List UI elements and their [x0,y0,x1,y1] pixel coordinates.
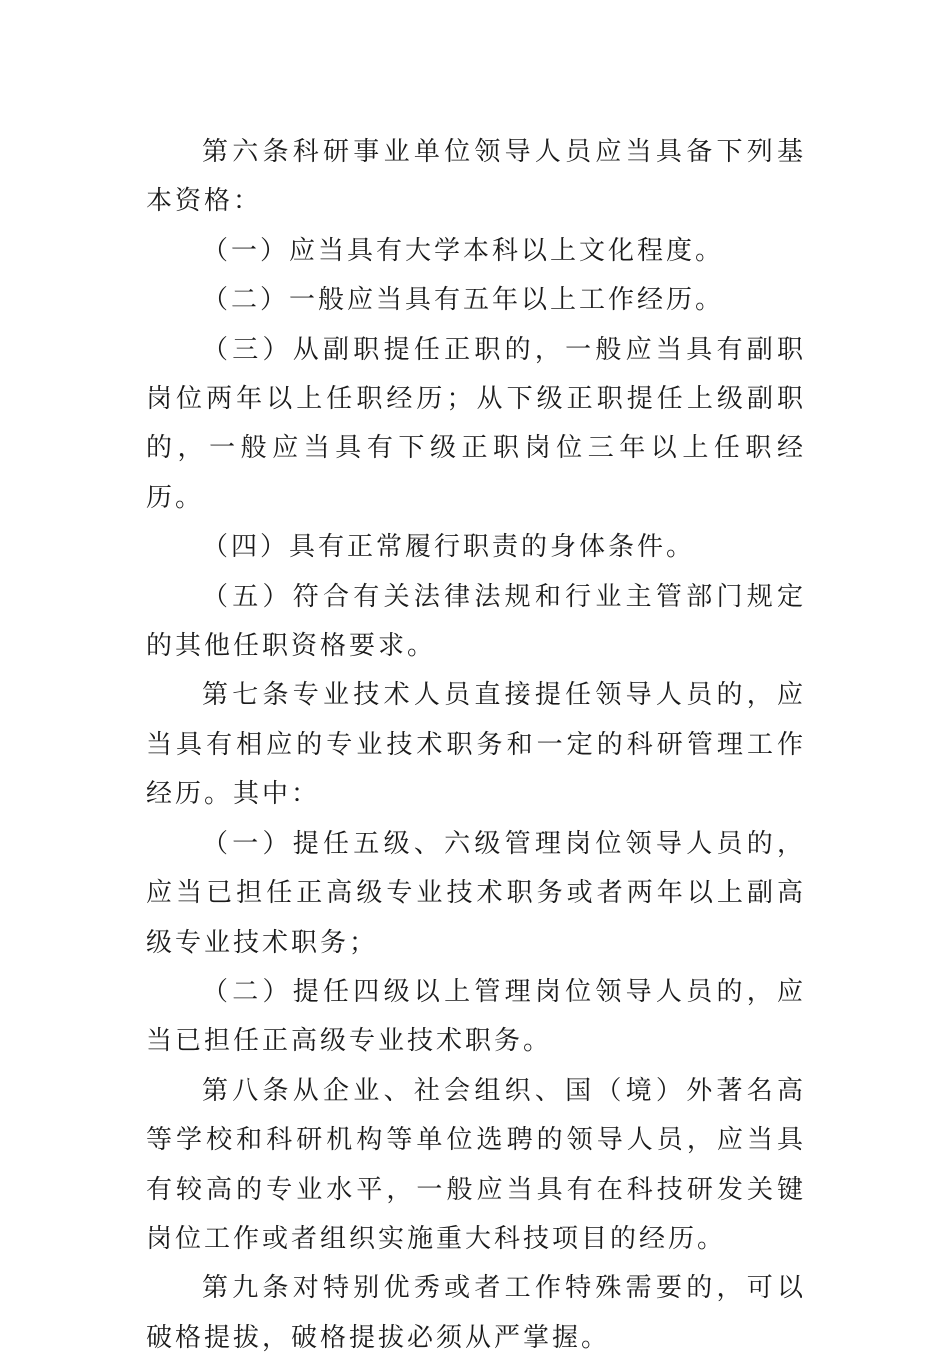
article-6-item-1: （一）应当具有大学本科以上文化程度。 [202,235,725,266]
document-body [146,128,806,1363]
article-6-item-4: （四）具有正常履行职责的身体条件。 [202,532,696,563]
article-6-intro: 第六条科研事业单位领导人员应当具备下列基本资格： [146,137,806,217]
article-6-item-3: （三）从副职提任正职的，一般应当具有副职岗位两年以上任职经历；从下级正职提任上级副职的，一般应当具有下级正职岗位三年以上任职经历。 [146,334,806,513]
article-7-item-1: （一）提任五级、六级管理岗位领导人员的，应当已担任正高级专业技术职务或者两年以上副高级专业技术职务； [146,828,806,958]
article-6-item-2: （二）一般应当具有五年以上工作经历。 [202,285,725,316]
article-9: 第九条对特别优秀或者工作特殊需要的，可以破格提拔，破格提拔必须从严掌握。 [146,1273,806,1353]
article-7-intro: 第七条专业技术人员直接提任领导人员的，应当具有相应的专业技术职务和一定的科研管理工作经历。其中： [146,680,806,810]
article-7-item-2: （二）提任四级以上管理岗位领导人员的，应当已担任正高级专业技术职务。 [146,976,806,1057]
article-8: 第八条从企业、社会组织、国（境）外著名高等学校和科研机构等单位选聘的领导人员，应当具有较高的专业水平，一般应当具有在科技研发关键岗位工作或者组织实施重大科技项目的经历。 [146,1075,806,1254]
article-6-item-5: （五）符合有关法律法规和行业主管部门规定的其他任职资格要求。 [146,581,806,662]
